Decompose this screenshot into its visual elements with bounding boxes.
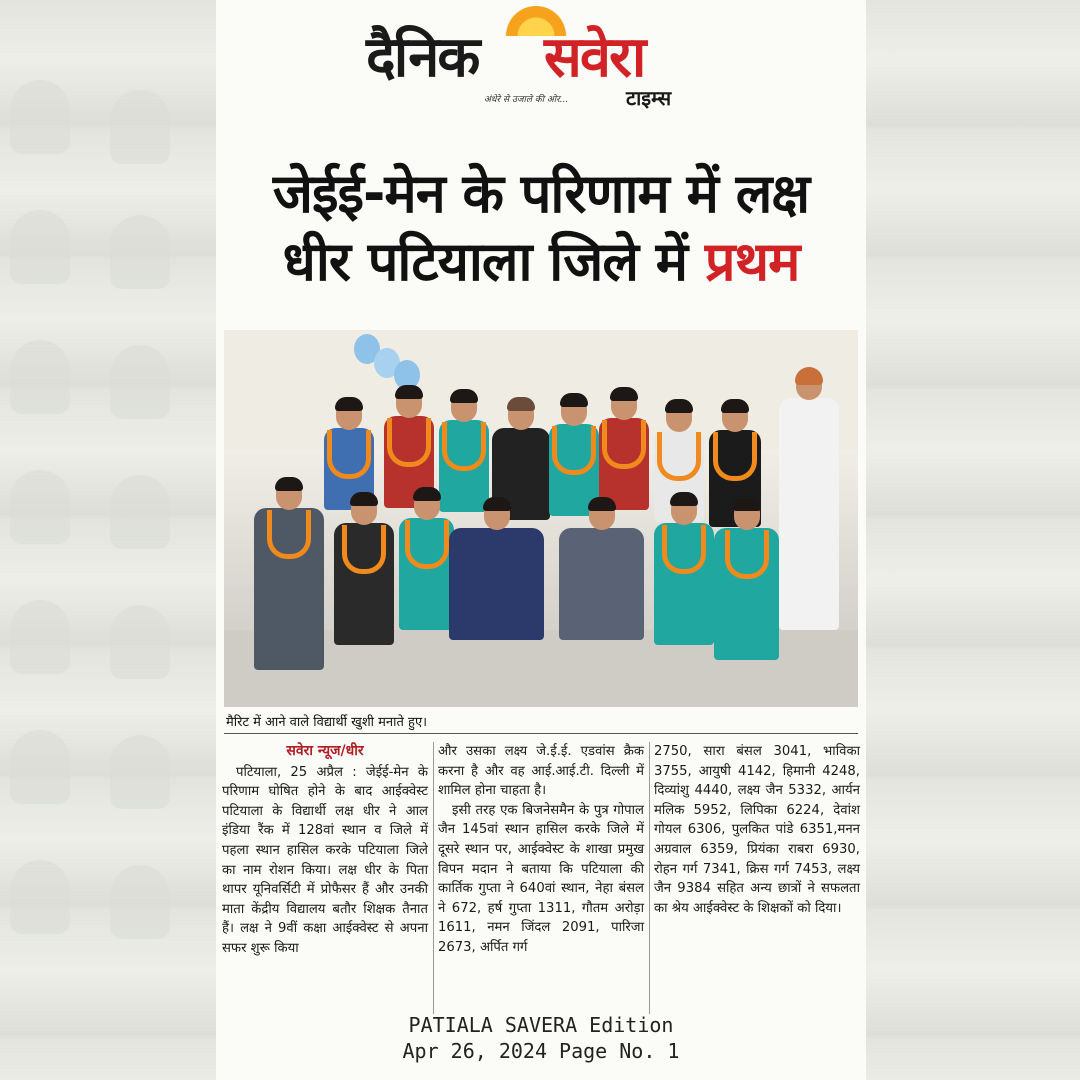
masthead-times: टाइम्स <box>626 86 672 110</box>
background-right <box>866 0 1080 1080</box>
headline-line1: जेईई-मेन के परिणाम में लक्ष <box>272 162 810 225</box>
edition-name: PATIALA SAVERA Edition <box>408 1013 674 1037</box>
group-photo <box>224 330 858 707</box>
masthead-dainik: दैनिक <box>366 25 479 90</box>
masthead-savera: सवेरा <box>544 25 645 90</box>
column-divider <box>649 742 650 1014</box>
article-paragraph: 2750, सारा बंसल 3041, भाविका 3755, आयुषी 4142, हिमानी 4248, दिव्यांशु 4440, लक्ष्य जैन 5332, आर्यन मलिक 5952, लिपिका 6224, देवांश गोयल 6306, पुलकित पांडे 6351,मनन अग्रवाल 6359, प्रियंका राबरा 6930, रोहन गर्ग 7341, क्रिस गर्ग 7453, लक्ष्य जैन 9384 सहित अन्य छात्रों ने सफलता का श्रेय आईक्वेस्ट के शिक्षकों को दिया। <box>654 744 860 916</box>
headline-line2-main: धीर पटियाला जिले में <box>282 230 705 293</box>
article-column-1 <box>222 742 428 959</box>
newspaper-clipping <box>216 0 866 1080</box>
byline: सवेरा न्यूज/धीर <box>286 743 364 759</box>
column-divider <box>433 742 434 1014</box>
background-left-faces <box>0 0 216 1080</box>
masthead <box>216 0 866 120</box>
article-paragraph: पटियाला, 25 अप्रैल : जेईई-मेन के परिणाम घोषित होने के बाद आईक्वेस्ट पटियाला के विद्यार्थी लक्ष धीर ने आल इंडिया रैंक में 128वां स्थान व जिले में पहला स्थान हासिल करके पटियाला जिले का नाम रोशन किया। लक्ष धीर के पिता थापर यूनिवर्सिटी में प्रोफैसर हैं और उनकी माता केंद्रीय विद्यालय बतौर शिक्षक तैनात हैं। लक्ष ने 9वीं कक्षा आईक्वेस्ट से अपना सफर शुरू किया <box>222 764 428 956</box>
masthead-tagline: अंधेरे से उजाले की ओर... <box>484 95 569 105</box>
article-body <box>222 742 862 1014</box>
headline-line2 <box>216 228 866 296</box>
edition-footer <box>216 1012 866 1064</box>
article-column-3 <box>654 742 860 918</box>
article-paragraph: और उसका लक्ष्य जे.ई.ई. एडवांस क्रैक करना है और वह आई.आई.टी. दिल्ली में शामिल होना चाहता है। <box>438 744 644 799</box>
article-paragraph: इसी तरह एक बिजनेसमैन के पुत्र गोपाल जैन 145वां स्थान हासिल करके जिले में दूसरे स्थान पर, आईक्वेस्ट के शाखा प्रमुख विपन मदान ने बताया कि पटियाला की कार्तिक गुप्ता ने 640वां स्थान, नेहा बंसल ने 672, हर्ष गुप्ता 1311, गौतम अरोड़ा 1611, नमन जिंदल 2091, पारिजा 2673, अर्पित गर्ग <box>438 802 644 955</box>
article-column-2 <box>438 742 644 958</box>
edition-date-page: Apr 26, 2024 Page No. 1 <box>402 1039 680 1063</box>
photo-caption: मैरिट में आने वाले विद्यार्थी खुशी मनाते हुए। <box>226 715 428 730</box>
caption-divider <box>224 733 858 734</box>
headline-highlight: प्रथम <box>704 230 800 293</box>
headline <box>216 160 866 296</box>
